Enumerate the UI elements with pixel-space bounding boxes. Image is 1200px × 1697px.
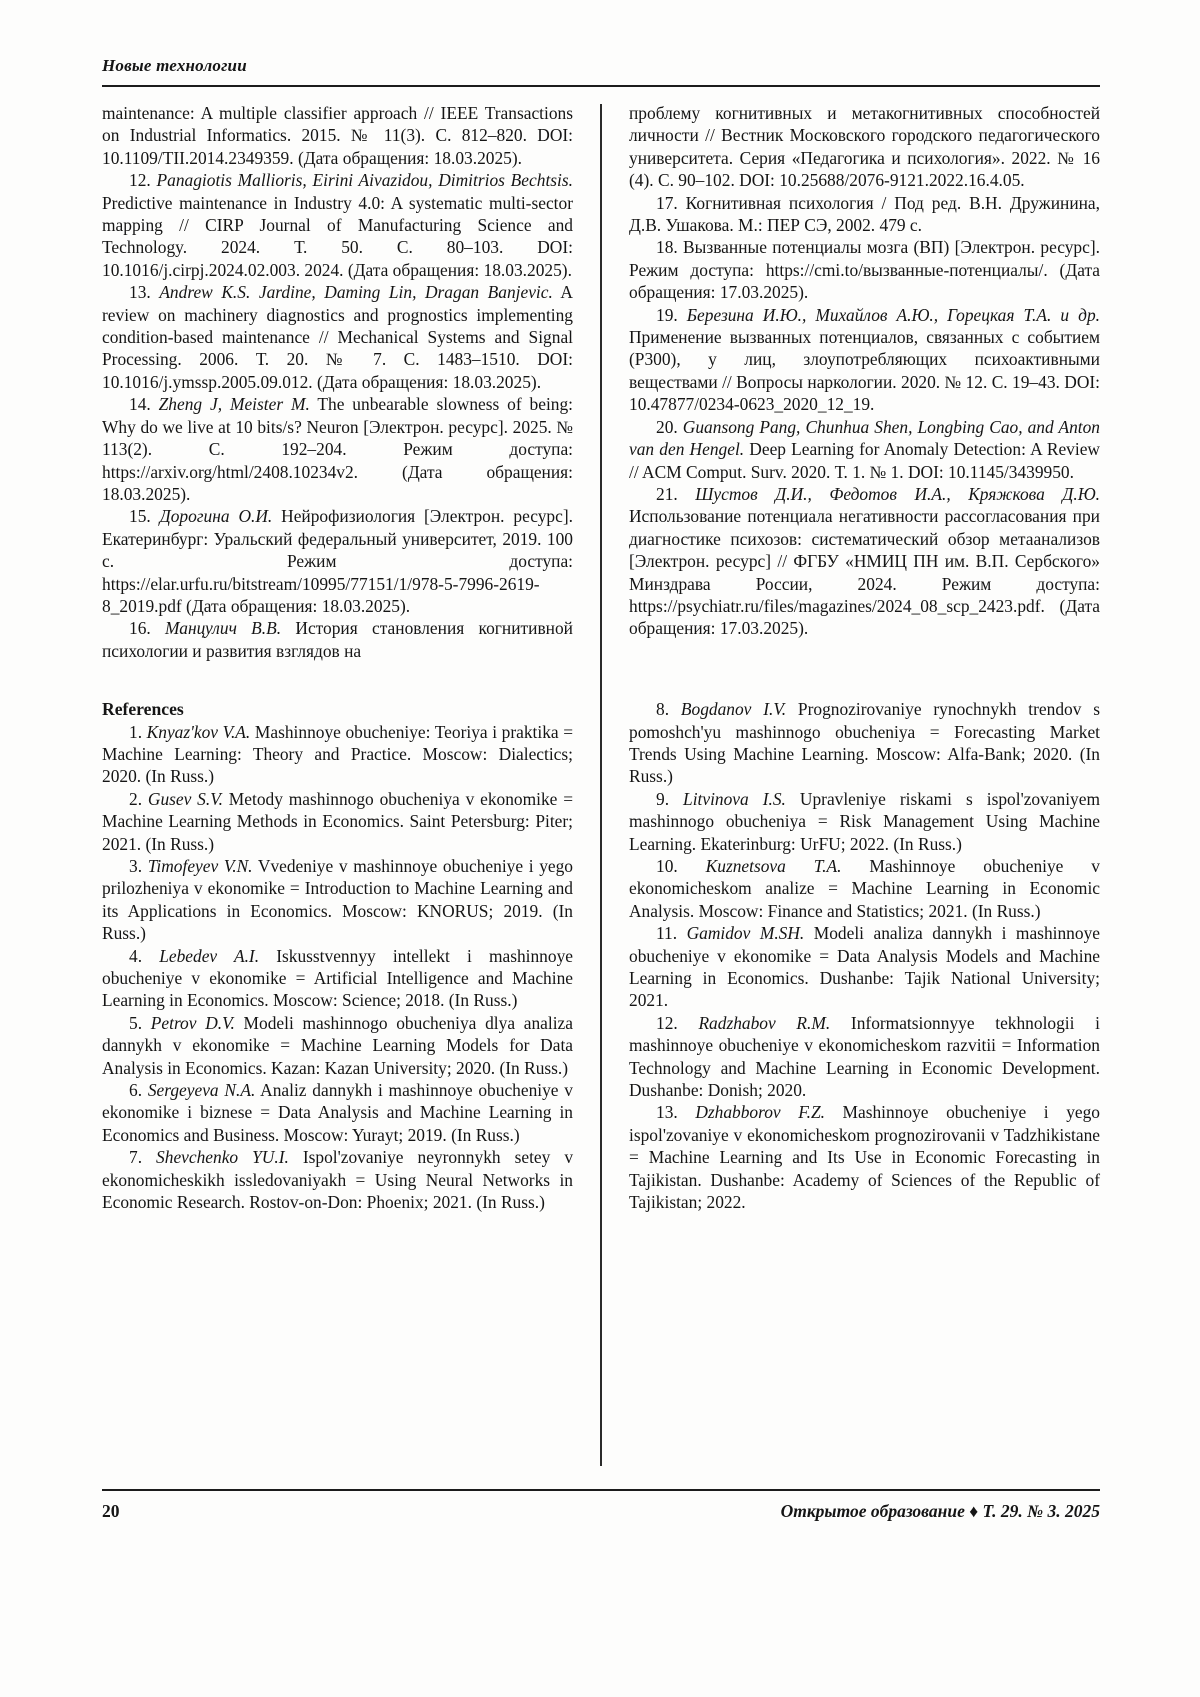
reference-text: 5. xyxy=(129,1012,151,1033)
reference-text: 13. xyxy=(129,282,160,303)
reference-item xyxy=(102,721,573,788)
reference-text: Upravleniye riskami s ispol'zovaniyem mashinnogo obucheniya = Risk Management Using Machine Learning. Ekaterinburg: UrFU; 2022. (In Russ.) xyxy=(629,788,1100,854)
reference-item xyxy=(629,922,1100,1012)
reference-item xyxy=(102,945,573,1012)
reference-text: Использование потенциала негативности рассогласования при диагностике психозов: систематический обзор метаанализов [Электрон. ресурс] // ФГБУ «НМИЦ ПН им. В.П. Сербского» Минздрава России, 2024. Режим доступа: https://psychiatr.ru/files/magazines/2024_08_scp_2423.pdf. (Дата обращения: 17.03.2025). xyxy=(629,506,1100,639)
reference-text: 10. xyxy=(656,856,706,876)
author-names: Petrov D.V. xyxy=(150,1012,235,1033)
reference-text: Modeli mashinnogo obucheniya dlya analiza dannykh v ekonomike = Machine Learning Models for Data Analysis in Economics. Kazan: Kazan University; 2020. (In Russ.) xyxy=(102,1012,573,1078)
footer-rule xyxy=(102,1489,1100,1491)
author-names: Манцулич В.В. xyxy=(165,618,282,639)
reference-text: 13. xyxy=(656,1102,696,1123)
reference-text: 11. xyxy=(656,923,687,944)
section-header-title: Новые технологии xyxy=(102,56,247,75)
reference-item xyxy=(629,236,1100,303)
author-names: Zheng J, Meister M. xyxy=(158,394,310,415)
reference-item xyxy=(102,617,573,662)
references-left-list xyxy=(102,721,573,1214)
reference-item xyxy=(629,304,1100,416)
reference-text: 3. xyxy=(129,856,148,876)
reference-item xyxy=(629,102,1100,192)
author-names: Kuznetsova T.A. xyxy=(705,856,842,876)
author-names: Timofeyev V.N. xyxy=(147,856,253,876)
reference-text: 16. xyxy=(129,618,166,639)
references-right-column xyxy=(629,698,1100,1213)
reference-text: 4. xyxy=(129,945,160,966)
reference-text: 20. xyxy=(656,416,683,437)
reference-text: 7. xyxy=(129,1147,157,1168)
reference-text: Mashinnoye obucheniye i yego ispol'zovaniye v ekonomicheskom prognozirovanii v Tadzhikistane = Machine Learning and Its Use in Economic Forecasting in Tajikistan. Dushanbe: Academy of Sciences of the Republic of Tajikistan; 2022. xyxy=(629,1102,1100,1213)
author-names: Березина И.Ю., Михайлов А.Ю., Горецкая Т.А. и др. xyxy=(686,304,1100,325)
reference-text: Metody mashinnogo obucheniya v ekonomike = Machine Learning Methods in Economics. Saint Petersburg: Piter; 2021. (In Russ.) xyxy=(102,788,574,854)
reference-text: 1. xyxy=(129,721,147,742)
reference-text: maintenance: A multiple classifier approach // IEEE Transactions on Industrial Informatics. 2015. № 11(3). С. 812–820. DOI: 10.1109/TII.2014.2349359. (Дата обращения: 18.03.2025). xyxy=(102,103,573,168)
reference-text: 12. xyxy=(656,1012,699,1033)
reference-text: 12. xyxy=(129,170,157,191)
author-names: Radzhabov R.M. xyxy=(698,1012,831,1033)
running-head xyxy=(102,56,1100,76)
reference-text: Vvedeniye v mashinnoye obucheniye i yego prilozheniya v ekonomike = Introduction to Machine Learning and its Applications in Economics. Moscow: KNORUS; 2019. (In Russ.) xyxy=(102,856,574,944)
author-names: Bogdanov I.V. xyxy=(680,699,787,720)
page-footer xyxy=(102,1500,1100,1522)
author-names: Gusev S.V. xyxy=(147,788,223,809)
author-names: Shevchenko YU.I. xyxy=(156,1147,289,1168)
reference-text: Predictive maintenance in Industry 4.0: A systematic multi-sector mapping // CIRP Journal of Manufacturing Science and Technology. 2024. Т. 50. С. 80–103. DOI: 10.1016/j.cirpj.2024.02.003. 2024. (Дата обращения: 18.03.2025). xyxy=(102,192,573,280)
reference-item xyxy=(629,483,1100,640)
author-names: Шустов Д.И., Федотов И.А., Кряжкова Д.Ю. xyxy=(695,483,1100,504)
author-names: Дорогина О.И. xyxy=(159,506,273,527)
reference-item xyxy=(102,855,573,945)
author-names: Knyaz'kov V.A. xyxy=(146,721,251,742)
reference-text: Применение вызванных потенциалов, связанных с событием (P300), у лиц, злоупотребляющих психоактивными веществами // Вопросы наркологии. 2020. № 12. С. 19–43. DOI: 10.47877/0234-0623_2020_12_19. xyxy=(629,327,1100,415)
author-names: Dzhabborov F.Z. xyxy=(695,1102,825,1123)
reference-text: Prognozirovaniye rynochnykh trendov s pomoshch'yu mashinnogo obucheniya = Forecasting Market Trends Using Machine Learning. Moscow: Alfa-Bank; 2020. (In Russ.) xyxy=(629,699,1101,787)
reference-item xyxy=(102,169,573,281)
reference-text: Modeli analiza dannykh i mashinnoye obucheniye v ekonomike = Data Analysis Models and Machine Learning in Economics. Dushanbe: Tajik National University; 2021. xyxy=(629,923,1100,1011)
reference-item xyxy=(102,505,573,617)
reference-item xyxy=(102,102,573,169)
reference-text: 17. Когнитивная психология / Под ред. В.Н. Дружинина, Д.В. Ушакова. М.: ПЕР СЭ, 2002. 479 с. xyxy=(629,192,1100,236)
reference-text: Нейрофизиология [Электрон. ресурс]. Екатеринбург: Уральский федеральный университет, 2019. 100 с. Режим доступа: https://elar.urfu.ru/bitstream/10995/77151/1/978-5-7996-2619-8_2019.pdf (Дата обращения: 18.03.2025). xyxy=(102,506,573,616)
author-names: Sergeyeva N.A. xyxy=(147,1080,256,1101)
reference-text: проблему когнитивных и метакогнитивных способностей личности // Вестник Московского городского педагогического университета. Серия «Педагогика и психология». 2022. № 16 (4). С. 90–102. DOI: 10.25688/2076-9121.2022.16.4.05. xyxy=(629,103,1100,191)
column-divider xyxy=(600,104,602,1466)
reference-text: 18. Вызванные потенциалы мозга (ВП) [Электрон. ресурс]. Режим доступа: https://cmi.to/вызванные-потенциалы/. (Дата обращения: 17.03.2025). xyxy=(629,237,1100,303)
header-rule xyxy=(102,85,1100,87)
reference-item xyxy=(102,1146,573,1213)
reference-text: 6. xyxy=(129,1080,148,1101)
references-left-column xyxy=(102,698,573,1213)
reference-text: Ispol'zovaniye neyronnykh setey v ekonomicheskikh issledovaniyakh = Using Neural Networks in Economic Research. Rostov-on-Don: Phoenix; 2021. (In Russ.) xyxy=(102,1147,574,1213)
reference-text: Mashinnoye obucheniye: Teoriya i praktika = Machine Learning: Theory and Practice. Moscow: Dialectics; 2020. (In Russ.) xyxy=(102,721,574,787)
reference-item xyxy=(102,1012,573,1079)
journal-title-line: Открытое образование ♦ Т. 29. № 3. 2025 xyxy=(780,1501,1100,1521)
reference-item xyxy=(629,1012,1100,1102)
reference-item xyxy=(629,855,1100,922)
reference-text: 9. xyxy=(656,788,684,809)
reference-text: 21. xyxy=(656,483,696,504)
reference-text: Informatsionnyye tekhnologii i mashinnoye obucheniye v ekonomicheskom razvitii = Information Technology and Machine Learning in Economic Development. Dushanbe: Donish; 2020. xyxy=(629,1012,1100,1101)
reference-text: 19. xyxy=(656,304,687,325)
russian-references-left-column xyxy=(102,102,573,662)
author-names: Panagiotis Mallioris, Eirini Aivazidou, Dimitrios Bechtsis. xyxy=(156,170,573,191)
page-number: 20 xyxy=(102,1501,120,1521)
references-heading: References xyxy=(102,699,184,720)
reference-text: 14. xyxy=(129,394,159,415)
reference-text: 8. xyxy=(656,699,681,720)
reference-item xyxy=(629,788,1100,855)
reference-item xyxy=(102,1079,573,1146)
reference-item xyxy=(629,416,1100,483)
reference-item xyxy=(102,281,573,393)
reference-text: The unbearable slowness of being: Why do we live at 10 bits/s? Neuron [Электрон. ресурс]. 2025. № 113(2). С. 192–204. Режим доступа: https://arxiv.org/html/2408.10234v2. (Дата обращения: 18.03.2025). xyxy=(102,394,574,504)
text-block xyxy=(102,102,1100,1472)
reference-text: 15. xyxy=(129,506,160,527)
author-names: Gamidov M.SH. xyxy=(686,923,805,944)
author-names: Lebedev A.I. xyxy=(159,945,260,966)
reference-text: A review on machinery diagnostics and prognostics implementing condition-based maintenance // Mechanical Systems and Signal Processing. 2006. Т. 20. № 7. С. 1483–1510. DOI: 10.1016/j.ymssp.2005.09.012. (Дата обращения: 18.03.2025). xyxy=(102,282,573,392)
author-names: Guansong Pang, Chunhua Shen, Longbing Cao, and Anton van den Hengel. xyxy=(629,416,1100,460)
reference-text: История становления когнитивной психологии и развития взглядов на xyxy=(102,618,573,661)
reference-text: Analiz dannykh i mashinnoye obucheniye v ekonomike i biznese = Data Analysis and Machine Learning in Economics and Business. Moscow: Yurayt; 2019. (In Russ.) xyxy=(102,1080,573,1145)
reference-text: Mashinnoye obucheniye v ekonomicheskom analize = Machine Learning in Economic Analysis. Moscow: Finance and Statistics; 2021. (In Russ.) xyxy=(629,856,1101,921)
reference-text: 2. xyxy=(129,788,148,809)
reference-item xyxy=(629,698,1100,788)
reference-item xyxy=(629,1101,1100,1213)
reference-item xyxy=(102,393,573,505)
reference-text: Iskusstvennyy intellekt i mashinnoye obucheniye v ekonomike = Artificial Intelligence and Machine Learning in Economics. Moscow: Science; 2018. (In Russ.) xyxy=(102,945,573,1011)
reference-item xyxy=(102,788,573,855)
author-names: Litvinova I.S. xyxy=(683,788,786,809)
reference-item xyxy=(629,192,1100,237)
author-names: Andrew K.S. Jardine, Daming Lin, Dragan Banjevic. xyxy=(159,282,553,303)
reference-text: Deep Learning for Anomaly Detection: A Review // ACM Comput. Surv. 2020. Т. 1. № 1. DOI: 10.1145/3439950. xyxy=(629,439,1100,482)
russian-references-right-column xyxy=(629,102,1100,662)
